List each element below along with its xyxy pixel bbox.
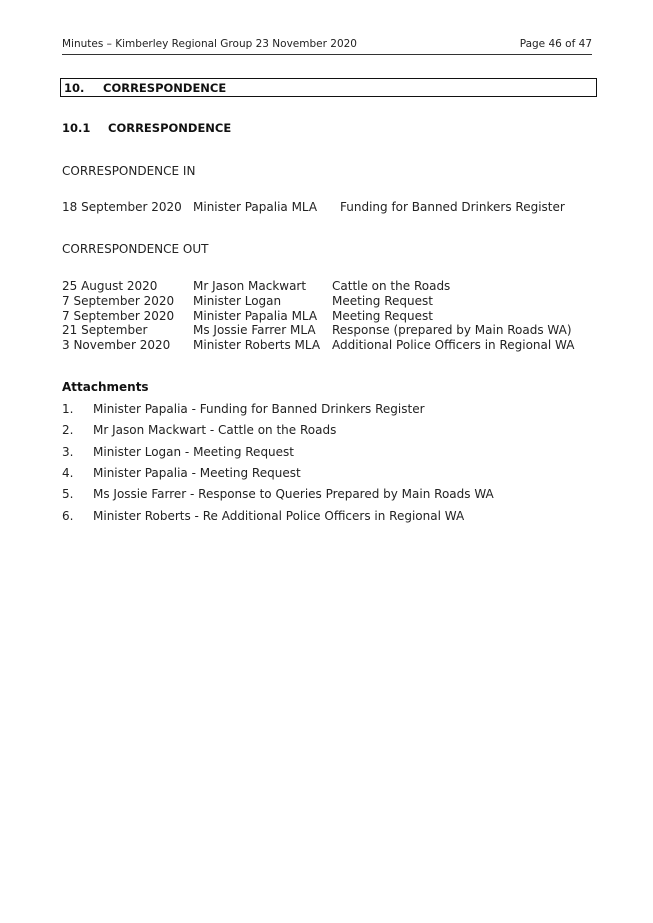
subsection-heading [62,121,232,135]
row-date: 3 November 2020 [62,338,171,352]
row-date: 7 September 2020 [62,309,175,323]
attachment-number: 1. [62,402,74,416]
attachments-heading: Attachments [62,380,149,394]
row-date: 7 September 2020 [62,294,175,308]
attachment-number: 5. [62,487,74,501]
correspondence-in-row [62,200,602,215]
row-to: Minister Papalia MLA [193,309,318,323]
section-heading-box [60,78,597,97]
row-to: Ms Jossie Farrer MLA [193,323,316,337]
attachment-text: Ms Jossie Farrer - Response to Queries Prepared by Main Roads WA [93,487,494,501]
row-subject: Funding for Banned Drinkers Register [340,200,565,214]
attachment-number: 6. [62,509,74,523]
attachment-number: 4. [62,466,74,480]
row-subject: Additional Police Officers in Regional WA [332,338,575,352]
correspondence-out-row [62,323,602,338]
page-number: Page 46 of 47 [519,38,592,50]
subsection-number: 10.1 [62,121,91,135]
header-title: Minutes – Kimberley Regional Group 23 November 2020 [62,38,357,50]
attachment-text: Minister Papalia - Meeting Request [93,466,301,480]
attachment-text: Minister Logan - Meeting Request [93,445,295,459]
correspondence-in-label: CORRESPONDENCE IN [62,164,196,178]
correspondence-out-row [62,338,602,353]
row-from: Minister Papalia MLA [193,200,318,214]
correspondence-out-row [62,309,602,324]
section-title: CORRESPONDENCE [103,81,227,95]
section-number: 10. [64,81,85,95]
attachment-text: Minister Roberts - Re Additional Police Officers in Regional WA [93,509,465,523]
attachment-number: 3. [62,445,74,459]
correspondence-out-label: CORRESPONDENCE OUT [62,242,209,256]
row-date: 18 September 2020 [62,200,182,214]
row-to: Minister Logan [193,294,282,308]
row-subject: Meeting Request [332,309,433,323]
row-subject: Response (prepared by Main Roads WA) [332,323,572,337]
attachment-number: 2. [62,423,74,437]
row-to: Minister Roberts MLA [193,338,321,352]
attachment-text: Mr Jason Mackwart - Cattle on the Roads [93,423,337,437]
row-subject: Meeting Request [332,294,433,308]
row-date: 21 September [62,323,148,337]
subsection-title: CORRESPONDENCE [108,121,232,135]
row-date: 25 August 2020 [62,279,158,293]
correspondence-out-row [62,294,602,309]
row-to: Mr Jason Mackwart [193,279,307,293]
correspondence-out-row [62,279,602,294]
row-subject: Cattle on the Roads [332,279,451,293]
page-header [62,38,592,55]
attachment-text: Minister Papalia - Funding for Banned Drinkers Register [93,402,425,416]
